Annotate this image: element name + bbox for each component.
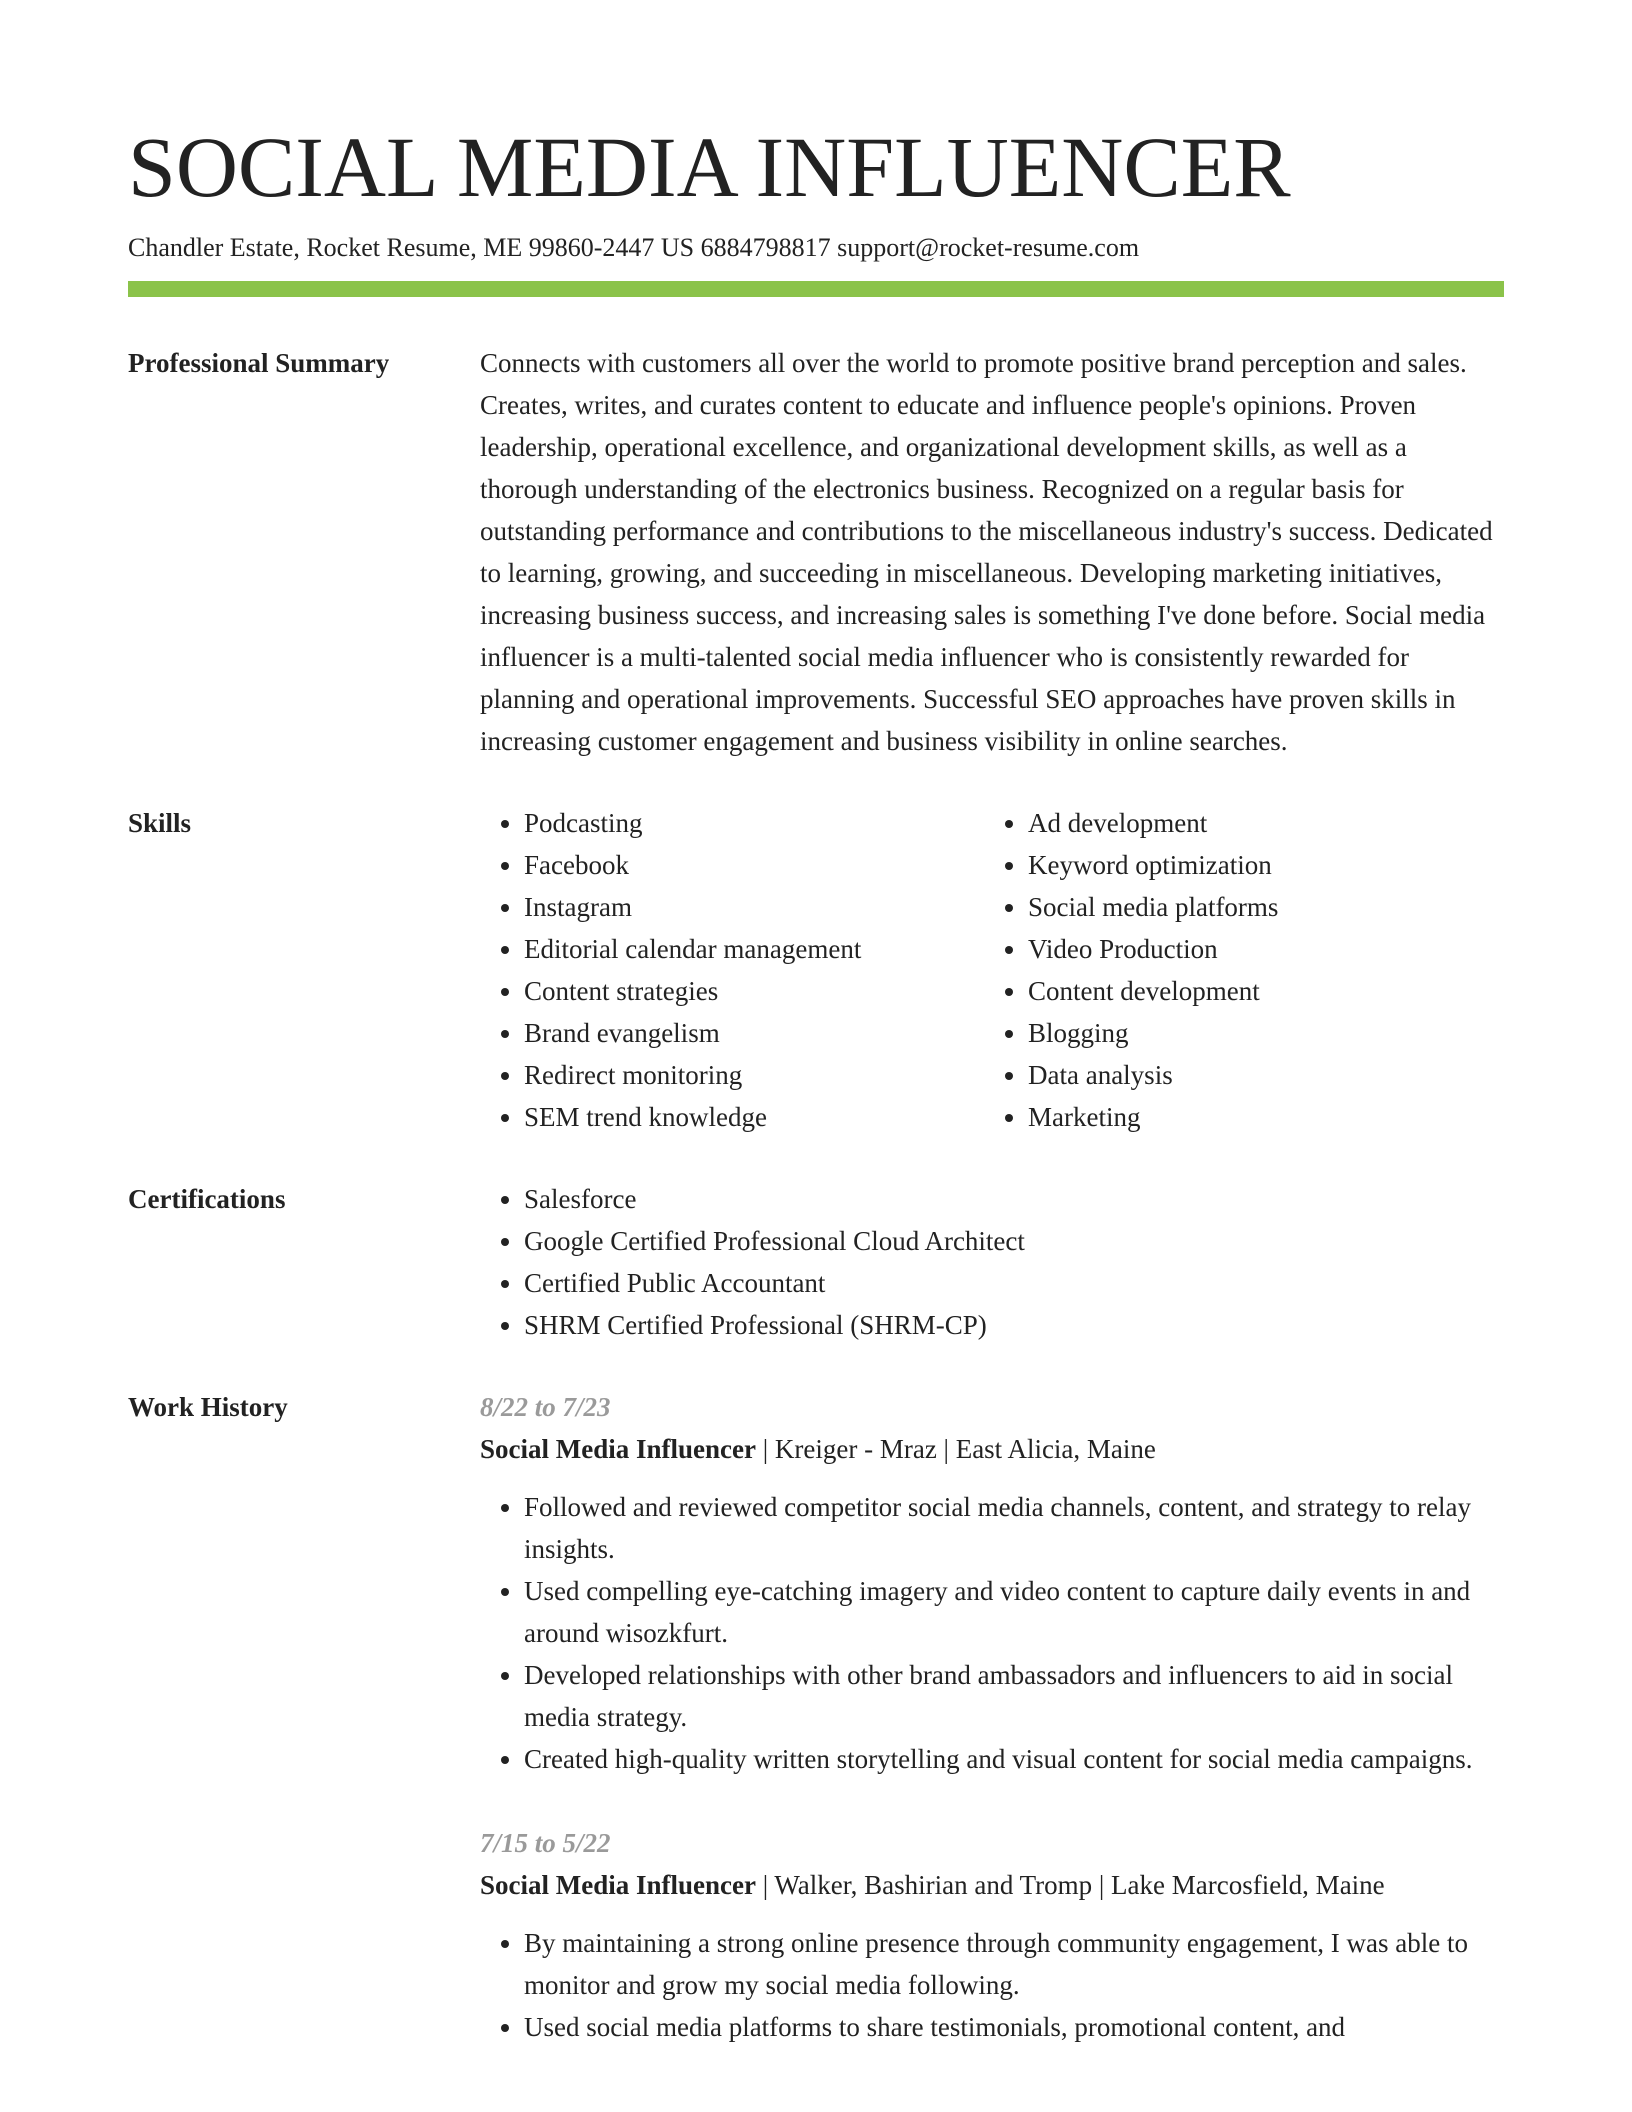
- job-role: Social Media Influencer: [480, 1433, 756, 1464]
- job-bullets: [480, 1922, 1504, 2048]
- skill-item: • Content development: [1028, 970, 1488, 1012]
- job-title-line: [480, 1428, 1504, 1470]
- job-bullet: • Used social media platforms to share testimonials, promotional content, and: [524, 2006, 1504, 2048]
- resume-name: SOCIAL MEDIA INFLUENCER: [128, 119, 1291, 215]
- certifications-list: [480, 1178, 1504, 1346]
- skill-item: • Data analysis: [1028, 1054, 1488, 1096]
- section-label-work-history: Work History: [128, 1391, 288, 1422]
- skills-column-right: [984, 802, 1488, 1138]
- job-entry: [480, 1822, 1504, 2048]
- certification-item: • Salesforce: [524, 1178, 1504, 1220]
- job-bullets: [480, 1486, 1504, 1780]
- skill-item: • Marketing: [1028, 1096, 1488, 1138]
- section-label-summary: Professional Summary: [128, 347, 390, 378]
- skill-item: • Blogging: [1028, 1012, 1488, 1054]
- job-bullet: • Created high-quality written storytelling and visual content for social media campaigns.: [524, 1738, 1504, 1780]
- job-role: Social Media Influencer: [480, 1869, 756, 1900]
- skill-item: • Video Production: [1028, 928, 1488, 970]
- skills-grid: [480, 802, 1504, 1138]
- job-title-line: [480, 1864, 1504, 1906]
- certification-item: • Google Certified Professional Cloud Architect: [524, 1220, 1504, 1262]
- job-details: | Walker, Bashirian and Tromp | Lake Marcosfield, Maine: [755, 1869, 1385, 1900]
- skill-item: • Instagram: [524, 886, 984, 928]
- skill-item: • Content strategies: [524, 970, 984, 1012]
- section-label-skills: Skills: [128, 807, 192, 838]
- resume-page: [128, 120, 1504, 2048]
- skills-list-left: [480, 802, 984, 1138]
- job-bullet: • Used compelling eye-catching imagery and video content to capture daily events in and around wisozkfurt.: [524, 1570, 1504, 1654]
- job-entry: [480, 1386, 1504, 1780]
- certifications-body: [480, 1178, 1504, 1346]
- work-history-body: [480, 1386, 1504, 2048]
- skills-column-left: [480, 802, 984, 1138]
- summary-body: [480, 342, 1504, 762]
- skill-item: • Keyword optimization: [1028, 844, 1488, 886]
- job-details: | Kreiger - Mraz | East Alicia, Maine: [755, 1433, 1156, 1464]
- job-bullet: • Developed relationships with other brand ambassadors and influencers to aid in social media strategy.: [524, 1654, 1504, 1738]
- skill-item: • Redirect monitoring: [524, 1054, 984, 1096]
- section-label-certifications: Certifications: [128, 1183, 286, 1214]
- certification-item: • SHRM Certified Professional (SHRM-CP): [524, 1304, 1504, 1346]
- skill-item: • Ad development: [1028, 802, 1488, 844]
- skills-list-right: [984, 802, 1488, 1138]
- job-dates: 8/22 to 7/23: [480, 1391, 611, 1422]
- skill-item: • Podcasting: [524, 802, 984, 844]
- header-divider: [128, 281, 1504, 297]
- professional-summary-section: [128, 342, 1504, 762]
- contact-line: Chandler Estate, Rocket Resume, ME 99860-2447 US 6884798817 support@rocket-resume.com: [128, 232, 1140, 262]
- skill-item: • Social media platforms: [1028, 886, 1488, 928]
- skill-item: • Editorial calendar management: [524, 928, 984, 970]
- summary-text: Connects with customers all over the world to promote positive brand perception and sales. Creates, writes, and curates content to educate and influence people's opinions. Proven leadership, operational excellence, and organizational development skills, as well as a thorough understanding of the electronics business. Recognized on a regular basis for outstanding performance and contributions to the miscellaneous industry's success. Dedicated to learning, growing, and succeeding in miscellaneous. Developing marketing initiatives, increasing business success, and increasing sales is something I've done before. Social media influencer is a multi-talented social media influencer who is consistently rewarded for planning and operational improvements. Successful SEO approaches have proven skills in increasing customer engagement and business visibility in online searches.: [480, 347, 1493, 756]
- skill-item: • Facebook: [524, 844, 984, 886]
- skill-item: • SEM trend knowledge: [524, 1096, 984, 1138]
- certifications-section: [128, 1178, 1504, 1346]
- certification-item: • Certified Public Accountant: [524, 1262, 1504, 1304]
- skill-item: • Brand evangelism: [524, 1012, 984, 1054]
- work-history-section: [128, 1386, 1504, 2048]
- job-dates: 7/15 to 5/22: [480, 1827, 611, 1858]
- job-bullet: • By maintaining a strong online presence through community engagement, I was able to monitor and grow my social media following.: [524, 1922, 1504, 2006]
- job-bullet: • Followed and reviewed competitor social media channels, content, and strategy to relay insights.: [524, 1486, 1504, 1570]
- skills-section: [128, 802, 1504, 1138]
